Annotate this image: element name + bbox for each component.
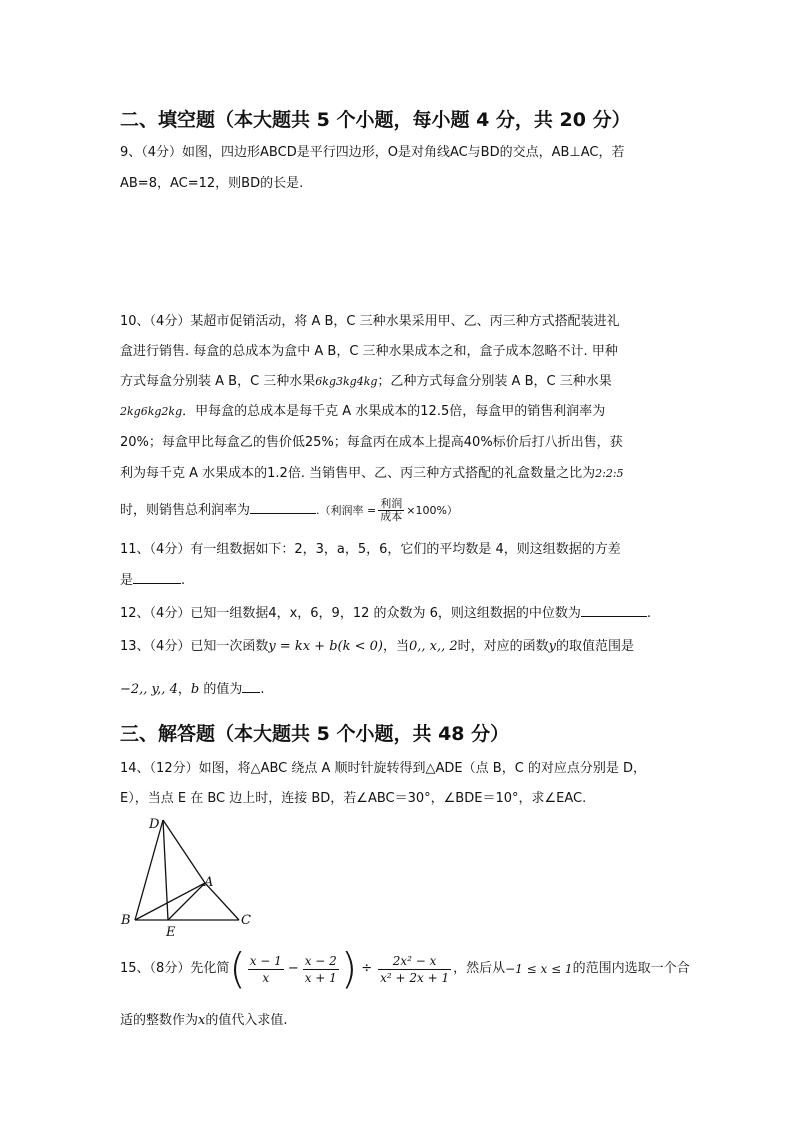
q10-line-3 (120, 373, 612, 391)
q11-line-2 (120, 571, 185, 590)
q10-answer-blank[interactable] (250, 501, 316, 514)
q13-line-1 (120, 638, 634, 656)
q12-line-1 (120, 604, 651, 623)
line-EA (168, 883, 205, 920)
fraction-numerator: 利润 (380, 497, 403, 510)
q13-line-1d: 的取值范围是 (556, 639, 635, 654)
q9-line-1: 9、（4分）如图，四边形ABCD是平行四边形，O是对角线AC与BD的交点，AB⊥AC，若 (120, 145, 625, 160)
q14-line-2: E），当点 E 在 BC 边上时，连接 BD，若∠ABC＝30°，∠BDE＝10°，求∠EAC. (120, 791, 587, 806)
label-D: D (149, 817, 160, 832)
fraction-3-denominator: x² + 2x + 1 (380, 970, 450, 985)
q15-fraction-2 (303, 953, 339, 986)
right-paren: ) (340, 944, 358, 993)
q11-line-2b: . (181, 573, 186, 588)
label-B: B (121, 913, 131, 928)
q13-math-y-range: −2,, y,, 4 (120, 682, 178, 697)
section-3-title: 三、解答题（本大题共 5 个小题，共 48 分） (120, 723, 510, 745)
q10-line-4 (120, 403, 605, 421)
fraction-2-denominator: x + 1 (304, 970, 337, 985)
q10-math-ratio: 2:2:5 (595, 467, 624, 480)
q13-line-2c: . (260, 682, 265, 697)
q15-line-1 (120, 945, 690, 993)
fraction-2-numerator: x − 2 (304, 953, 337, 968)
minus-sign: − (287, 961, 299, 976)
q10-line-6 (120, 465, 624, 483)
fraction-1-denominator: x (262, 970, 270, 985)
q10-line-6a: 利为每千克 A 水果成本的1.2倍. 当销售甲、乙、丙三种方式搭配的礼盒数量之比为 (120, 466, 596, 481)
q13-line-1c: 时，对应的函数 (457, 639, 549, 654)
line-BA (135, 883, 205, 920)
fraction-1-numerator: x − 1 (249, 953, 282, 968)
triangle-figure (115, 812, 265, 940)
fraction-denominator: 成本 (380, 510, 403, 523)
section-2-title: 二、填空题（本大题共 5 个小题，每小题 4 分，共 20 分） (120, 109, 631, 131)
q9-line-2: AB=8，AC=12，则BD的长是. (120, 176, 304, 191)
q10-line-7b: .（利润率 = (316, 504, 377, 517)
q11-line-2a: 是 (120, 573, 134, 588)
label-E: E (166, 925, 176, 940)
q10-line-4b: ．甲每盒的总成本是每千克 A 水果成本的12.5倍，每盒甲的销售利润率为 (182, 404, 606, 419)
q11-answer-blank[interactable] (133, 571, 181, 584)
q14-line-1: 14、（12分）如图，将△ABC 绕点 A 顺时针旋转得到△ADE（点 B，C 的对应点分别是 D， (120, 761, 647, 776)
q12-line-1b: . (646, 606, 652, 621)
q15-line-2 (120, 1012, 288, 1030)
q10-line-2: 盒进行销售. 每盒的总成本为盒中 A B，C 三种水果成本之和，盒子成本忽略不计. 甲种 (120, 344, 618, 359)
q13-math-y: y (548, 639, 557, 654)
q13-line-1b: ，当 (382, 639, 409, 654)
q15-line-1b: ，然后从 (453, 961, 506, 976)
q15-line-2a: 适的整数作为 (120, 1013, 199, 1028)
q10-line-7 (120, 498, 458, 523)
q15-line-1c: 的范围内选取一个合 (572, 961, 690, 976)
q15-math-range: −1 ≤ x ≤ 1 (505, 962, 573, 976)
q10-line-7a: 时，则销售总利润率为 (120, 503, 251, 518)
q15-fraction-3 (378, 953, 451, 986)
fraction-3-numerator: 2x² − x (378, 953, 451, 970)
q11-line-1: 11、（4分）有一组数据如下：2，3，a，5，6，它们的平均数是 4，则这组数据的方差 (120, 542, 621, 557)
label-C: C (241, 913, 251, 928)
q13-math-b: b (190, 682, 200, 697)
q13-math-function: y = kx + b(k < 0) (268, 639, 383, 654)
label-A: A (204, 875, 214, 890)
q10-math-b: 2kg6kg2kg (120, 405, 183, 418)
line-DA (163, 820, 205, 883)
q13-line-2a: ， (177, 682, 191, 697)
left-paren: ( (229, 944, 246, 993)
q13-line-2 (120, 680, 264, 699)
q15-fraction-1 (248, 953, 284, 986)
q12-line-1a: 12、（4分）已知一组数据4，x，6，9，12 的众数为 6，则这组数据的中位数为 (120, 606, 581, 621)
q15-line-2b: 的值代入求值. (205, 1013, 288, 1028)
q13-line-1a: 13、（4分）已知一次函数 (120, 639, 269, 654)
q10-line-3a: 方式每盒分别装 A B，C 三种水果 (120, 374, 316, 389)
q10-line-5: 20%；每盒甲比每盒乙的售价低25%；每盒丙在成本上提高40%标价后打八折出售，获 (120, 435, 623, 450)
q10-line-1: 10、（4分）某超市促销活动，将 A B，C 三种水果采用甲、乙、丙三种方式搭配装进礼 (120, 314, 620, 329)
q15-math-x: x (198, 1013, 206, 1028)
q13-math-x-range: 0,, x,, 2 (408, 639, 458, 654)
q10-line-7c: ×100%） (406, 504, 458, 517)
q15-line-1a: 15、（8分）先化简 (120, 961, 230, 976)
q13-line-2b: 的值为 (199, 682, 243, 697)
profit-rate-fraction (378, 498, 404, 523)
q12-answer-blank[interactable] (581, 604, 647, 617)
q13-answer-blank[interactable] (242, 680, 260, 693)
divide-sign: ÷ (361, 961, 373, 976)
line-DB (135, 820, 163, 920)
q10-math-a: 6kg3kg4kg (315, 375, 378, 388)
q10-line-3b: ；乙种方式每盒分别装 A B，C 三种水果 (377, 374, 612, 389)
